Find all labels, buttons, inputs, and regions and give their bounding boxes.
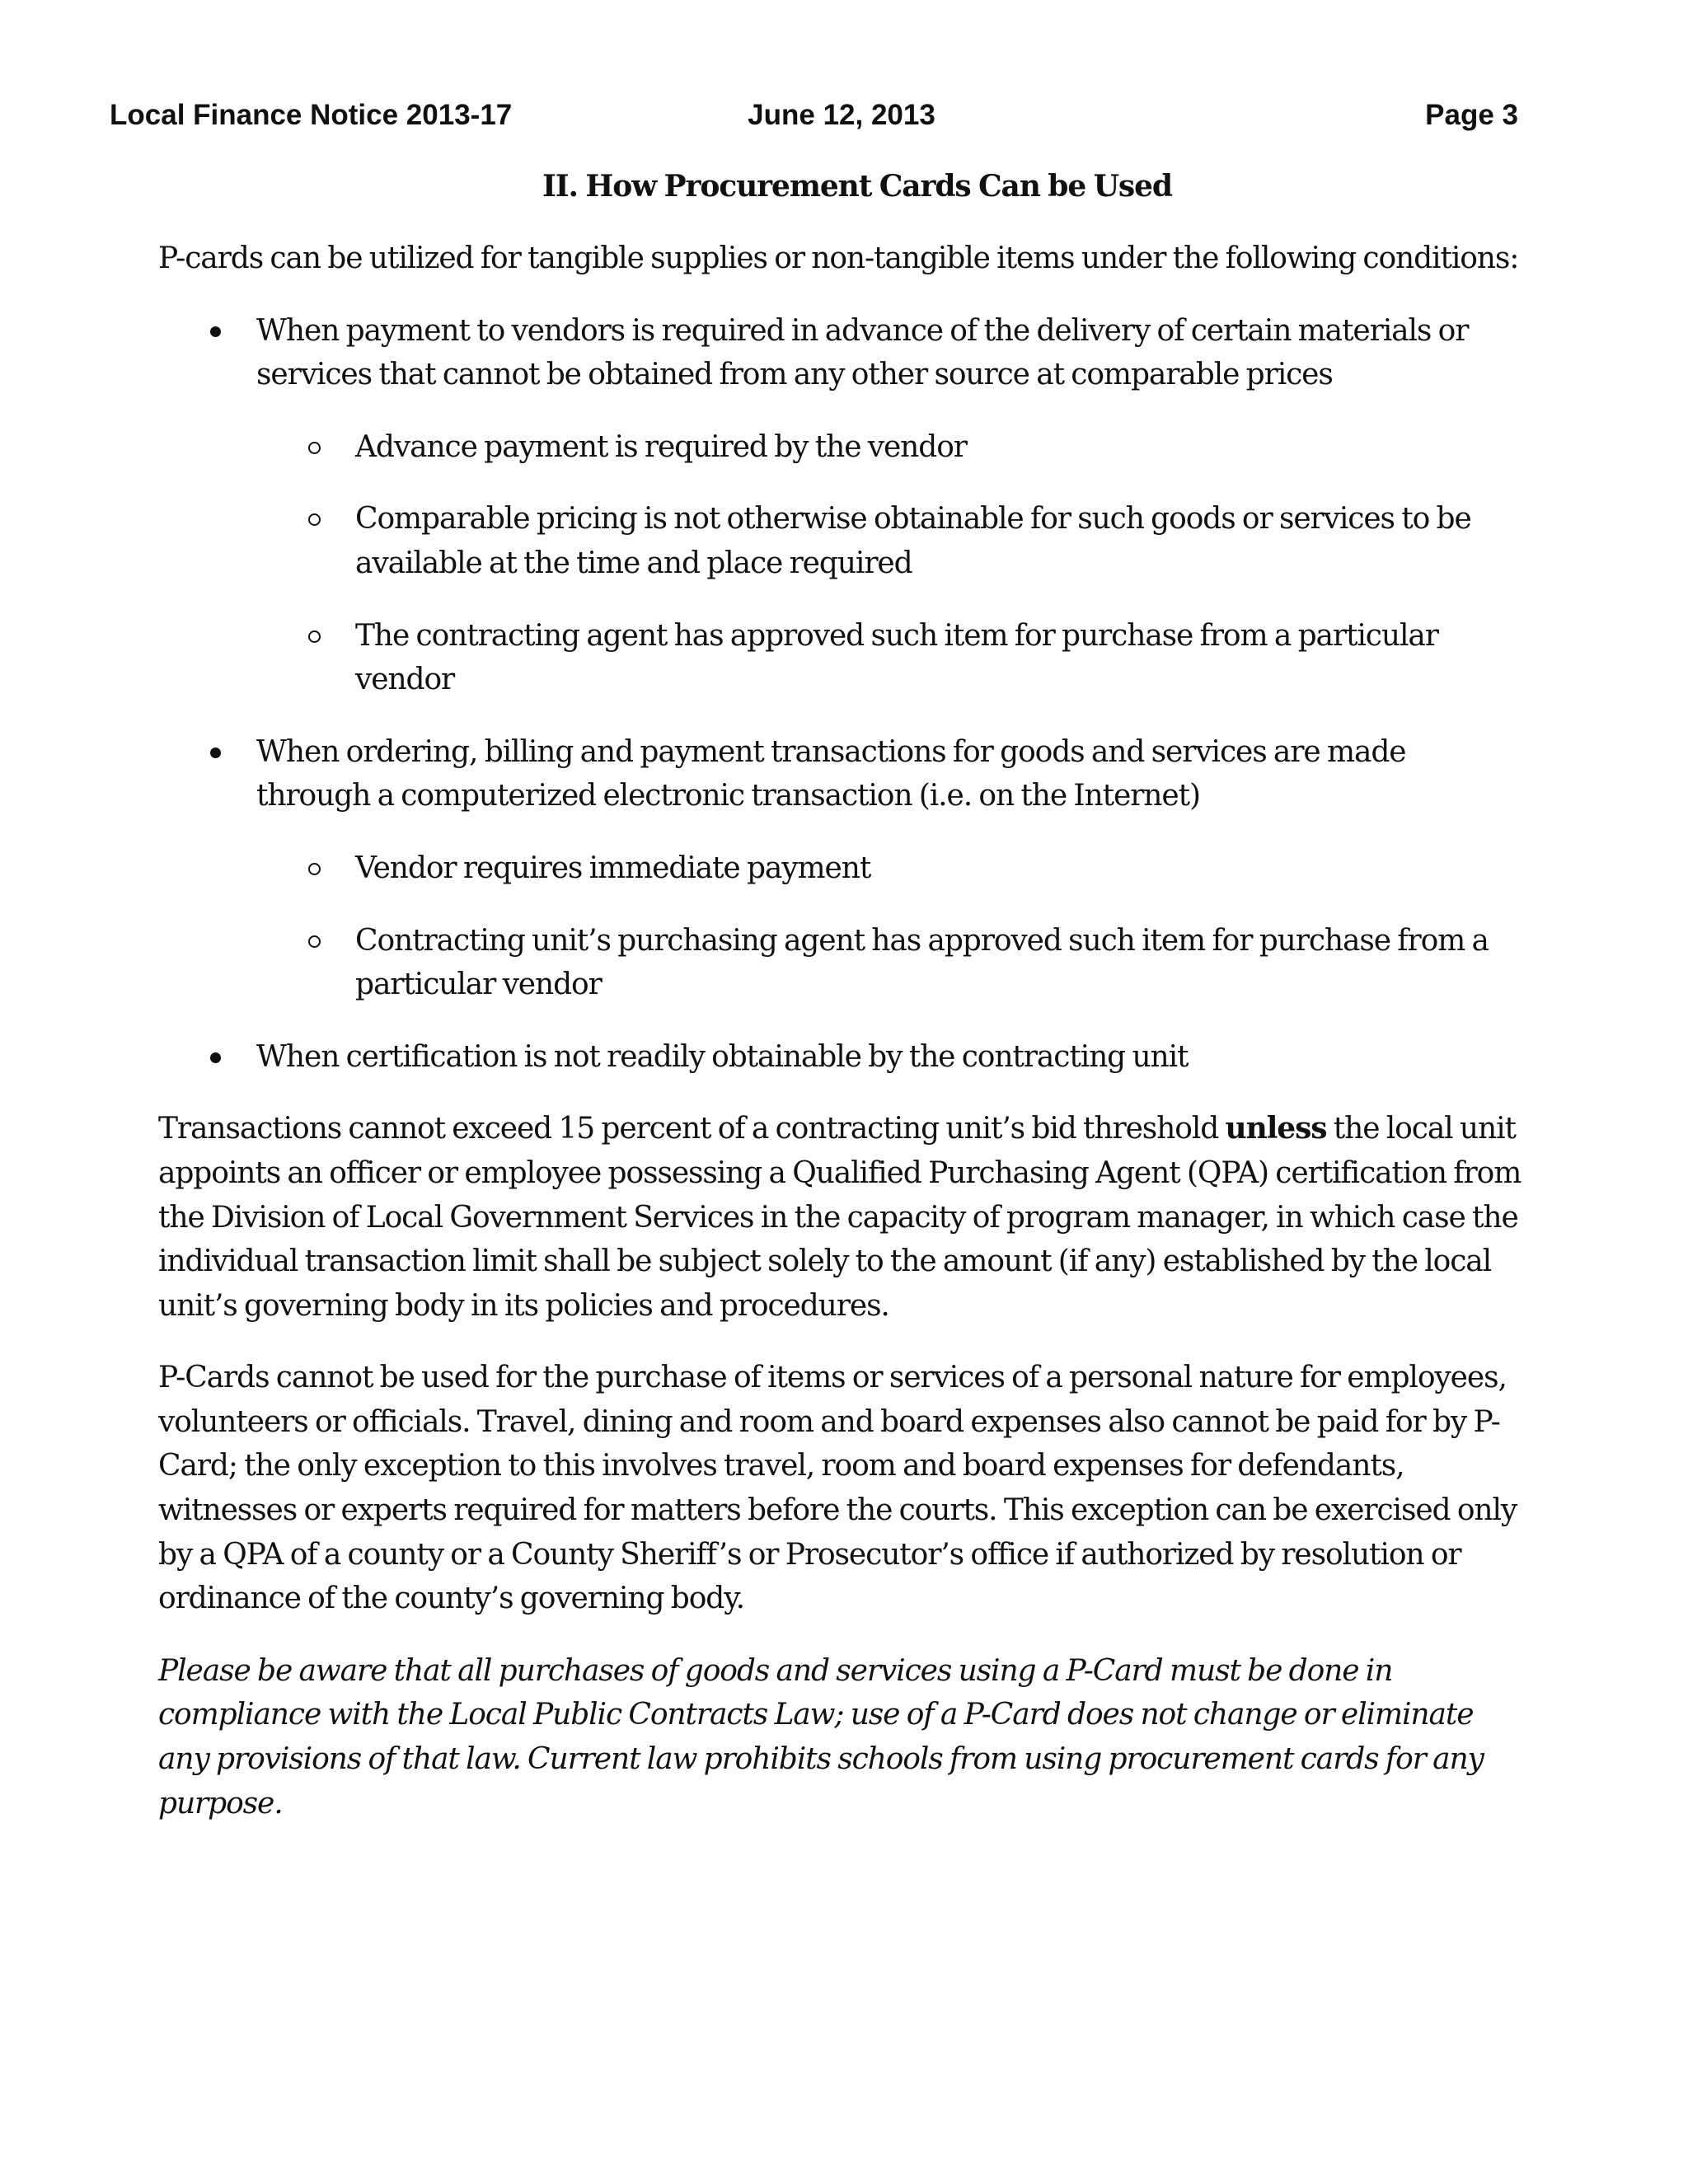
sub-item-text: Advance payment is required by the vendor xyxy=(355,429,967,464)
bullet-text: When ordering, billing and payment transactions for goods and services are made through a computerized electronic transaction (i.e. on the Internet) xyxy=(256,734,1406,813)
sub-item-text: The contracting agent has approved such item for purchase from a particular vendor xyxy=(355,618,1438,697)
list-item xyxy=(158,309,1526,702)
bullet-icon xyxy=(210,748,221,758)
transactions-text-before: Transactions cannot exceed 15 percent of a contracting unit’s bid threshold xyxy=(158,1112,1226,1146)
header-page-number: Page 3 xyxy=(1425,99,1518,131)
sub-list-item xyxy=(256,425,1526,470)
circle-bullet-icon xyxy=(308,513,321,526)
sub-item-text: Contracting unit’s purchasing agent has approved such item for purchase from a particular vendor xyxy=(355,923,1489,1002)
sub-list xyxy=(256,846,1526,1007)
bullet-icon xyxy=(210,326,221,337)
intro-paragraph: P-cards can be utilized for tangible supplies or non-tangible items under the following conditions: xyxy=(158,241,1519,275)
transactions-paragraph xyxy=(158,1107,1526,1328)
transactions-text-after: the local unit appoints an officer or employee possessing a Qualified Purchasing Agent (QPA) certification from the Division of Local Government Services in the capacity of program manager, in which case the individual transaction limit shall be subject solely to the amount (if any) established by the local unit’s governing body in its policies and procedures. xyxy=(158,1112,1522,1323)
sub-list-item xyxy=(256,614,1526,702)
bullet-icon xyxy=(210,1052,221,1063)
conditions-list xyxy=(158,309,1526,1080)
circle-bullet-icon xyxy=(308,863,321,875)
compliance-note: Please be aware that all purchases of goods and services using a P-Card must be done in compliance with the Local Public Contracts Law; use of a P-Card does not change or eliminate any provisions of that law. Current law prohibits schools from using procurement cards for any purpose. xyxy=(158,1653,1484,1821)
circle-bullet-icon xyxy=(308,935,321,948)
sub-list-item xyxy=(256,919,1526,1007)
sub-list-item xyxy=(256,497,1526,585)
restrictions-paragraph: P-Cards cannot be used for the purchase of items or services of a personal nature for employees, volunteers or officials. Travel, dining and room and board expenses also cannot be paid for by P-Card; the only exception to this involves travel, room and board expenses for defendants, witnesses or experts required for matters before the courts. This exception can be exercised only by a QPA of a county or a County Sheriff’s or Prosecutor’s office if authorized by resolution or ordinance of the county’s governing body. xyxy=(158,1361,1517,1616)
sub-list xyxy=(256,425,1526,702)
list-item xyxy=(158,1035,1526,1080)
sub-item-text: Vendor requires immediate payment xyxy=(355,851,871,885)
circle-bullet-icon xyxy=(308,442,321,454)
sub-list-item xyxy=(256,846,1526,891)
header-date: June 12, 2013 xyxy=(748,99,935,131)
circle-bullet-icon xyxy=(308,630,321,643)
section-title: II. How Procurement Cards Can be Used xyxy=(542,169,1172,204)
bullet-text: When certification is not readily obtainable by the contracting unit xyxy=(256,1039,1189,1074)
transactions-emphasis: unless xyxy=(1225,1111,1327,1146)
bullet-text: When payment to vendors is required in advance of the delivery of certain materials or services that cannot be obtained from any other source at comparable prices xyxy=(256,313,1469,392)
list-item xyxy=(158,730,1526,1007)
sub-item-text: Comparable pricing is not otherwise obtainable for such goods or services to be available at the time and place required xyxy=(355,502,1471,580)
document-body xyxy=(158,165,1526,1854)
header-notice-number: Local Finance Notice 2013-17 xyxy=(110,99,513,131)
